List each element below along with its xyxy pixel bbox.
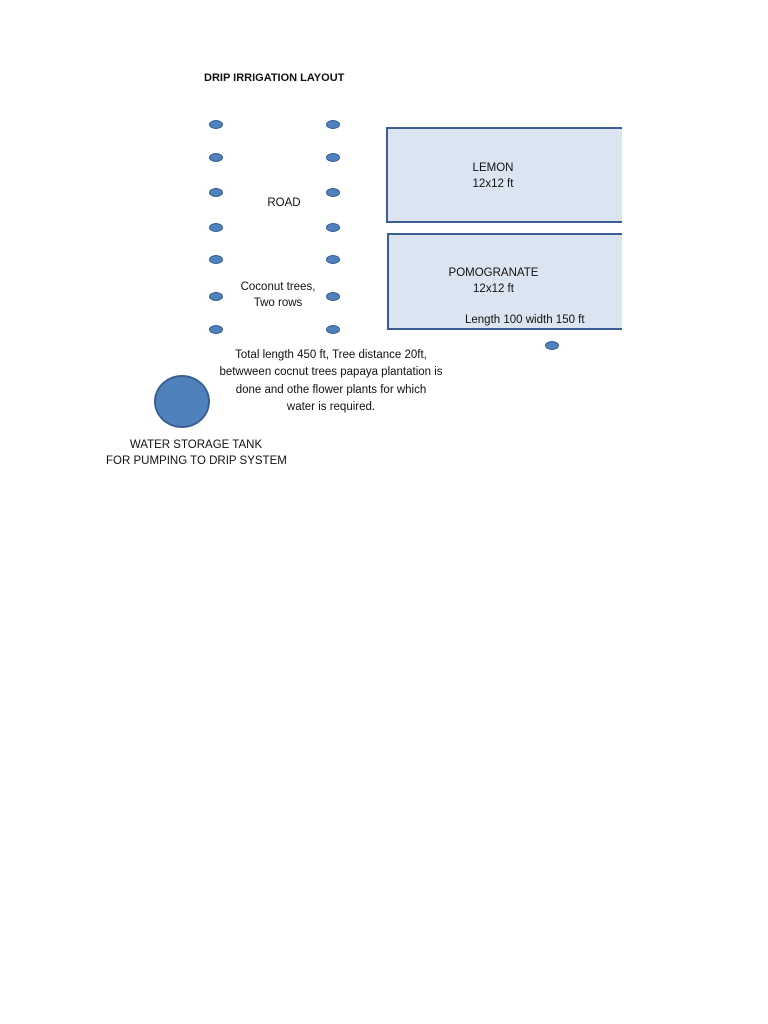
water-tank-label-line1: WATER STORAGE TANK <box>129 439 263 451</box>
lemon-plot-name: LEMON <box>472 162 514 174</box>
note-line4: water is required. <box>286 400 376 413</box>
layout-note <box>212 347 450 416</box>
coconut-tree-left-2 <box>209 153 223 162</box>
coconut-tree-left-3 <box>209 188 223 197</box>
coconut-tree-left-5 <box>209 255 223 264</box>
coconut-tree-right-1 <box>326 120 340 129</box>
coconut-tree-right-3 <box>326 188 340 197</box>
note-line3: done and othe flower plants for which <box>235 383 427 396</box>
layout-title: DRIP IRRIGATION LAYOUT <box>204 72 345 84</box>
coconut-tree-right-6 <box>326 292 340 301</box>
pomogranate-plot <box>387 233 622 330</box>
pomogranate-plot-dimensions: Length 100 width 150 ft <box>465 314 585 326</box>
coconut-tree-right-7 <box>326 325 340 334</box>
drip-point <box>545 341 559 350</box>
lemon-plot-spacing: 12x12 ft <box>472 178 514 190</box>
coconut-tree-left-6 <box>209 292 223 301</box>
coconut-label <box>228 279 328 311</box>
road-label: ROAD <box>267 197 301 209</box>
water-tank-label-line2: FOR PUMPING TO DRIP SYSTEM <box>106 455 287 467</box>
coconut-tree-right-2 <box>326 153 340 162</box>
coconut-tree-left-1 <box>209 120 223 129</box>
pomogranate-plot-name: POMOGRANATE <box>448 267 539 279</box>
water-tank-icon <box>154 375 210 428</box>
pomogranate-plot-spacing: 12x12 ft <box>473 283 514 295</box>
note-line1: Total length 450 ft, Tree distance 20ft, <box>235 349 427 361</box>
lemon-plot <box>386 127 622 223</box>
coconut-tree-right-5 <box>326 255 340 264</box>
water-tank-label <box>106 437 286 469</box>
coconut-label-line1: Coconut trees, <box>240 281 316 293</box>
coconut-tree-left-4 <box>209 223 223 232</box>
coconut-tree-left-7 <box>209 325 223 334</box>
note-line2: betwween cocnut trees papaya plantation is <box>219 366 443 379</box>
coconut-tree-right-4 <box>326 223 340 232</box>
coconut-label-line2: Two rows <box>253 297 303 309</box>
